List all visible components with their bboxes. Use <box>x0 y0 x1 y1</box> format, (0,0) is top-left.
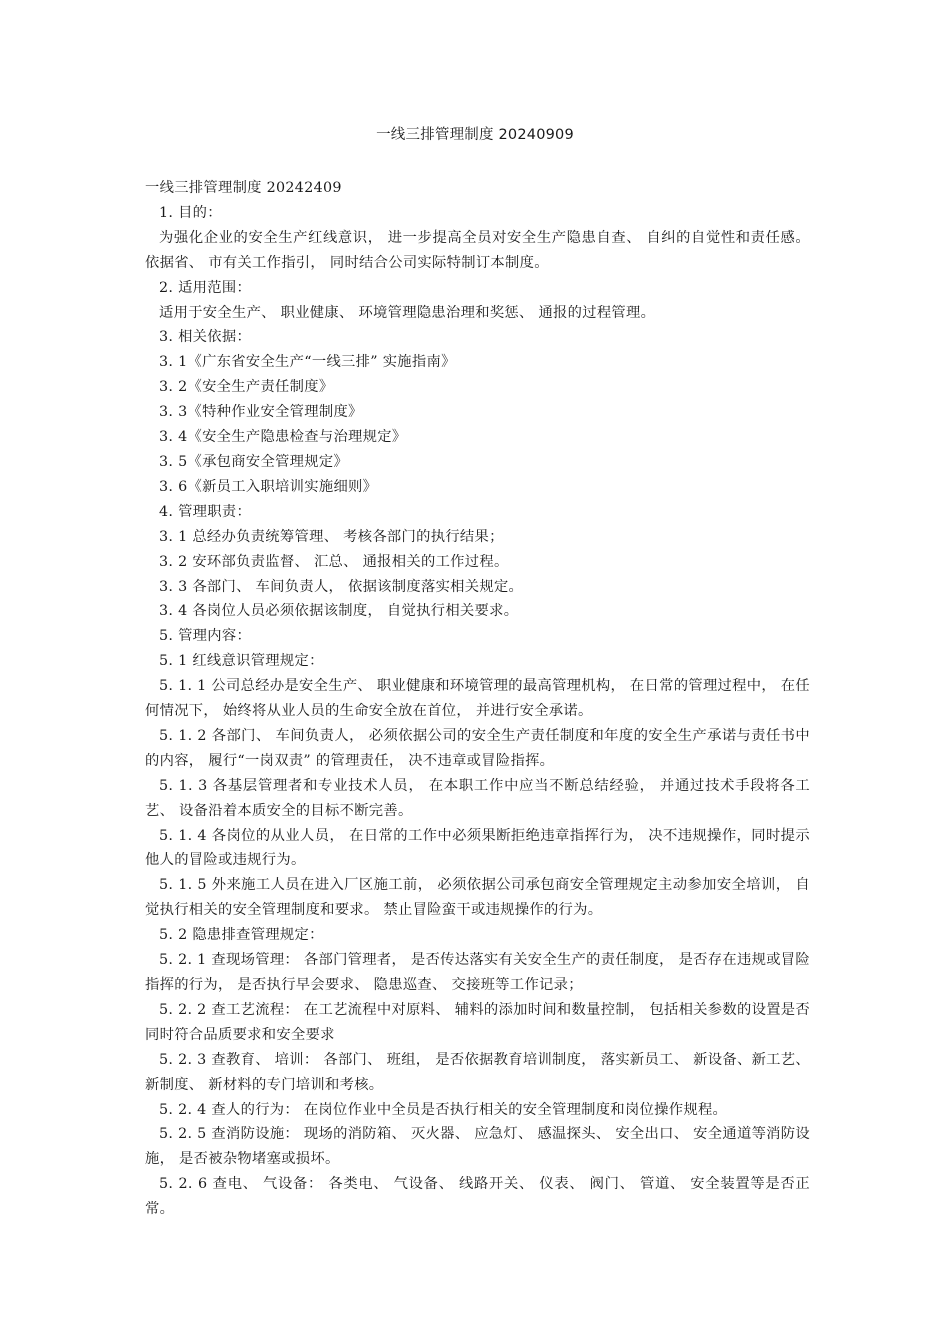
paragraph: 5. 2. 5 查消防设施： 现场的消防箱、 灭火器、 应急灯、 感温探头、 安全出口、 安全通道等消防设施， 是否被杂物堵塞或损坏。 <box>145 1126 810 1168</box>
paragraph: 5. 1. 5 外来施工人员在进入厂区施工前， 必须依据公司承包商安全管理规定主动参加安全培训， 自觉执行相关的安全管理制度和要求。 禁止冒险蛮干或违规操作的行为。 <box>145 877 810 919</box>
list-item: 2. 适用范围： <box>159 279 252 296</box>
list-item: 4. 管理职责： <box>159 503 252 520</box>
paragraph: 5. 1. 3 各基层管理者和专业技术人员， 在本职工作中应当不断总结经验， 并通过技术手段将各工艺、 设备沿着本质安全的目标不断完善。 <box>145 777 810 819</box>
list-item: 5. 管理内容： <box>159 628 252 645</box>
paragraph: 适用于安全生产、 职业健康、 环境管理隐患治理和奖惩、 通报的过程管理。 <box>159 304 656 321</box>
list-item: 3. 1《广东省安全生产“一线三排” 实施指南》 <box>159 354 456 371</box>
document-body <box>145 176 810 1222</box>
list-item: 3. 2《安全生产责任制度》 <box>159 379 334 396</box>
document-title: 一线三排管理制度 20240909 <box>376 127 574 143</box>
list-item: 3. 1 总经办负责统筹管理、 考核各部门的执行结果； <box>159 528 504 545</box>
paragraph: 为强化企业的安全生产红线意识， 进一步提高全员对安全生产隐患自查、 自纠的自觉性和责任感。 依据省、 市有关工作指引， 同时结合公司实际特制订本制度。 <box>145 229 810 271</box>
list-item: 3. 4《安全生产隐患检查与治理规定》 <box>159 429 407 446</box>
list-item: 3. 3 各部门、 车间负责人， 依据该制度落实相关规定。 <box>159 578 524 595</box>
paragraph: 5. 2. 6 查电、 气设备： 各类电、 气设备、 线路开关、 仪表、 阀门、 管道、 安全装置等是否正常。 <box>145 1176 810 1218</box>
document-subtitle: 一线三排管理制度 20242409 <box>145 180 342 196</box>
list-item: 5. 2 隐患排查管理规定： <box>159 927 324 944</box>
list-item: 3. 5《承包商安全管理规定》 <box>159 453 349 470</box>
list-item: 5. 1 红线意识管理规定： <box>159 653 324 670</box>
paragraph: 5. 2. 4 查人的行为： 在岗位作业中全员是否执行相关的安全管理制度和岗位操作规程。 <box>159 1101 728 1118</box>
paragraph: 5. 1. 1 公司总经办是安全生产、 职业健康和环境管理的最高管理机构， 在日常的管理过程中， 在任何情况下， 始终将从业人员的生命安全放在首位， 并进行安全承诺。 <box>145 678 810 720</box>
paragraph: 5. 2. 2 查工艺流程： 在工艺流程中对原料、 辅料的添加时间和数量控制， 包括相关参数的设置是否同时符合品质要求和安全要求 <box>145 1001 810 1043</box>
list-item: 3. 2 安环部负责监督、 汇总、 通报相关的工作过程。 <box>159 553 509 570</box>
paragraph: 5. 1. 2 各部门、 车间负责人， 必须依据公司的安全生产责任制度和年度的安全生产承诺与责任书中的内容， 履行“一岗双责” 的管理责任， 决不违章或冒险指挥。 <box>145 727 810 769</box>
document-lines <box>145 201 810 1222</box>
paragraph: 5. 2. 1 查现场管理： 各部门管理者， 是否传达落实有关安全生产的责任制度， 是否存在违规或冒险指挥的行为， 是否执行早会要求、 隐患巡查、 交接班等工作记录； <box>145 952 810 993</box>
paragraph: 5. 1. 4 各岗位的从业人员， 在日常的工作中必须果断拒绝违章指挥行为， 决不违规操作，同时提示他人的冒险或违规行为。 <box>145 827 810 869</box>
list-item: 3. 相关依据： <box>159 329 252 346</box>
list-item: 1. 目的： <box>159 204 222 221</box>
paragraph: 5. 2. 3 查教育、 培训： 各部门、 班组， 是否依据教育培训制度， 落实新员工、 新设备、新工艺、 新制度、 新材料的专门培训和考核。 <box>145 1051 810 1093</box>
list-item: 3. 3《特种作业安全管理制度》 <box>159 404 363 421</box>
list-item: 3. 4 各岗位人员必须依据该制度， 自觉执行相关要求。 <box>159 603 519 620</box>
list-item: 3. 6《新员工入职培训实施细则》 <box>159 478 378 495</box>
